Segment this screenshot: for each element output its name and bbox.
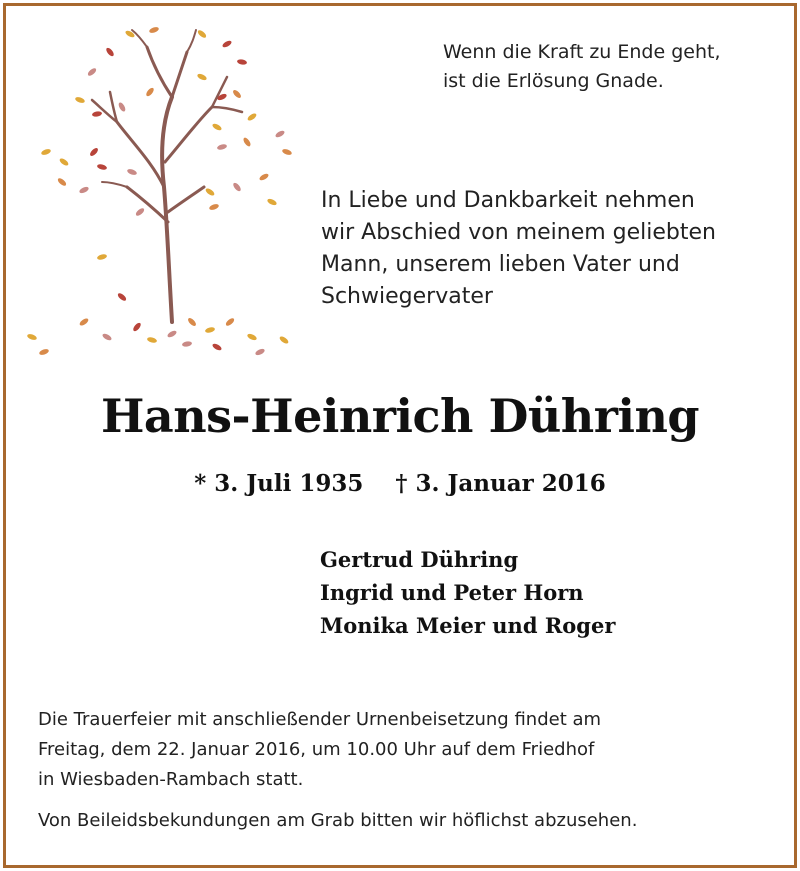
quote bbox=[443, 38, 783, 96]
quote-line: ist die Erlösung Gnade. bbox=[443, 70, 664, 92]
service-line: Die Trauerfeier mit anschließender Urnenbeisetzung findet am bbox=[38, 709, 602, 730]
intro-line: wir Abschied von meinem geliebten bbox=[321, 220, 716, 245]
family-list bbox=[320, 543, 780, 642]
quote-line: Wenn die Kraft zu Ende geht, bbox=[443, 41, 721, 63]
service-info bbox=[38, 705, 768, 795]
autumn-tree-icon bbox=[22, 22, 312, 367]
family-member: Ingrid und Peter Horn bbox=[320, 580, 584, 605]
intro-line: Schwiegervater bbox=[321, 284, 493, 309]
service-line: in Wiesbaden-Rambach statt. bbox=[38, 769, 304, 790]
family-member: Gertrud Dühring bbox=[320, 547, 519, 572]
deceased-name: Hans-Heinrich Dühring bbox=[100, 389, 700, 443]
intro-text bbox=[321, 185, 781, 313]
intro-line: Mann, unserem lieben Vater und bbox=[321, 252, 680, 277]
service-line: Freitag, dem 22. Januar 2016, um 10.00 Uhr auf dem Friedhof bbox=[38, 739, 595, 760]
intro-line: In Liebe und Dankbarkeit nehmen bbox=[321, 188, 695, 213]
condolence-note: Von Beileidsbekundungen am Grab bitten wir höflichst abzusehen. bbox=[38, 810, 638, 831]
family-member: Monika Meier und Roger bbox=[320, 613, 616, 638]
life-dates: * 3. Juli 1935 † 3. Januar 2016 bbox=[194, 470, 606, 497]
